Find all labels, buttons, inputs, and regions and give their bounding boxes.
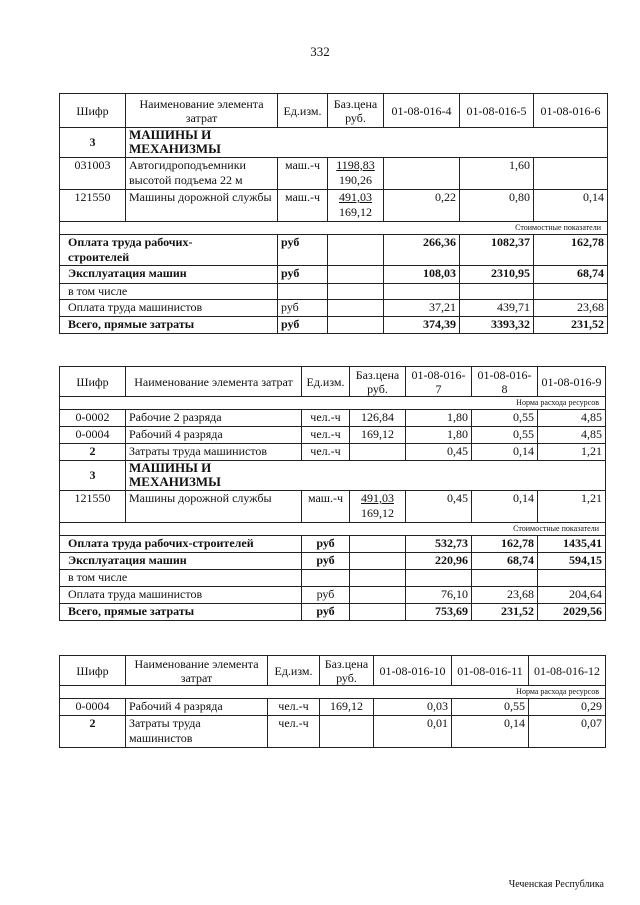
row-code: 0-0004 bbox=[60, 427, 126, 444]
row-code: 0-0004 bbox=[60, 699, 126, 716]
row-value-3: 1,21 bbox=[538, 491, 606, 523]
table-row bbox=[60, 716, 606, 748]
row-value-2: 0,55 bbox=[472, 410, 538, 427]
table-row bbox=[60, 699, 606, 716]
header-col-1: 01-08-016-4 bbox=[384, 94, 460, 128]
header-code: Шифр bbox=[60, 367, 126, 397]
summary-name: Эксплуатация машин bbox=[60, 553, 302, 570]
summary-row bbox=[60, 317, 608, 334]
table-row bbox=[60, 491, 606, 523]
row-value-1: 1,80 bbox=[406, 427, 472, 444]
row-price: 169,12 bbox=[320, 699, 374, 716]
row-price: 1198,83 190,26 bbox=[328, 158, 384, 190]
table-row bbox=[60, 158, 608, 190]
header-price: Баз.цена руб. bbox=[320, 656, 374, 686]
summary-value-1: 266,36 bbox=[384, 235, 460, 266]
summary-value-2: 68,74 bbox=[472, 553, 538, 570]
row-value-1: 0,22 bbox=[384, 190, 460, 222]
header-col-2: 01-08-016-11 bbox=[452, 656, 529, 686]
summary-value-2 bbox=[472, 570, 538, 587]
summary-value-3: 23,68 bbox=[534, 300, 608, 317]
summary-value-2: 23,68 bbox=[472, 587, 538, 604]
summary-name: Всего, прямые затраты bbox=[60, 317, 278, 334]
summary-value-2: 2310,95 bbox=[460, 266, 534, 284]
header-col-3: 01-08-016-6 bbox=[534, 94, 608, 128]
row-value-2: 0,55 bbox=[472, 427, 538, 444]
summary-value-1: 532,73 bbox=[406, 536, 472, 553]
summary-value-1: 108,03 bbox=[384, 266, 460, 284]
row-value-1 bbox=[384, 158, 460, 190]
row-value-2: 0,55 bbox=[452, 699, 529, 716]
cost-table-3 bbox=[59, 655, 606, 748]
summary-row bbox=[60, 235, 608, 266]
summary-value-1: 753,69 bbox=[406, 604, 472, 621]
row-name: Автогидроподъемники высотой подъема 22 м bbox=[126, 158, 278, 190]
summary-value-1 bbox=[384, 284, 460, 300]
row-value-3: 1,21 bbox=[538, 444, 606, 461]
summary-unit: руб bbox=[302, 553, 350, 570]
summary-row bbox=[60, 266, 608, 284]
header-col-1: 01-08-016-10 bbox=[374, 656, 452, 686]
summary-value-2: 162,78 bbox=[472, 536, 538, 553]
summary-value-3: 594,15 bbox=[538, 553, 606, 570]
header-unit: Ед.изм. bbox=[278, 94, 328, 128]
summary-unit: руб bbox=[278, 317, 328, 334]
row-price: 491,03 169,12 bbox=[328, 190, 384, 222]
row-value-3: 0,14 bbox=[534, 190, 608, 222]
row-name: Затраты труда машинистов bbox=[126, 444, 302, 461]
summary-empty bbox=[328, 266, 384, 284]
summary-name: в том числе bbox=[60, 570, 302, 587]
row-unit: чел.-ч bbox=[302, 410, 350, 427]
summary-empty bbox=[350, 587, 406, 604]
section-title: МАШИНЫ И МЕХАНИЗМЫ bbox=[126, 461, 606, 491]
subheader-norm: Норма расхода ресурсов bbox=[60, 686, 606, 699]
summary-unit: руб bbox=[302, 604, 350, 621]
row-value-2: 0,14 bbox=[452, 716, 529, 748]
summary-unit: руб bbox=[278, 266, 328, 284]
page-number: 332 bbox=[310, 44, 330, 59]
header-price: Баз.цена руб. bbox=[350, 367, 406, 397]
row-unit: маш.-ч bbox=[302, 491, 350, 523]
summary-value-1: 76,10 bbox=[406, 587, 472, 604]
summary-empty bbox=[350, 553, 406, 570]
summary-empty bbox=[328, 235, 384, 266]
footer-region: Чеченская Республика bbox=[508, 879, 604, 890]
table-row bbox=[60, 410, 606, 427]
summary-name: Оплата труда рабочих-строителей bbox=[60, 235, 278, 266]
subheader-cost: Стоимостные показатели bbox=[60, 523, 606, 536]
cost-table-1 bbox=[59, 93, 608, 334]
row-value-2: 1,60 bbox=[460, 158, 534, 190]
summary-unit: руб bbox=[278, 235, 328, 266]
header-unit: Ед.изм. bbox=[302, 367, 350, 397]
summary-value-2 bbox=[460, 284, 534, 300]
header-col-2: 01-08-016-8 bbox=[472, 367, 538, 397]
summary-empty bbox=[350, 604, 406, 621]
summary-row bbox=[60, 300, 608, 317]
row-value-1: 0,03 bbox=[374, 699, 452, 716]
summary-value-3: 162,78 bbox=[534, 235, 608, 266]
row-name: Рабочий 4 разряда bbox=[126, 699, 268, 716]
table-row bbox=[60, 190, 608, 222]
row-value-3: 0,29 bbox=[529, 699, 606, 716]
table-row bbox=[60, 444, 606, 461]
summary-empty bbox=[328, 284, 384, 300]
summary-name: Всего, прямые затраты bbox=[60, 604, 302, 621]
row-value-3: 4,85 bbox=[538, 427, 606, 444]
summary-unit: руб bbox=[302, 536, 350, 553]
row-code: 121550 bbox=[60, 491, 126, 523]
summary-row bbox=[60, 587, 606, 604]
summary-value-3 bbox=[534, 284, 608, 300]
row-name: Затраты труда машинистов bbox=[126, 716, 268, 748]
summary-row bbox=[60, 284, 608, 300]
summary-value-1: 220,96 bbox=[406, 553, 472, 570]
summary-row bbox=[60, 604, 606, 621]
summary-value-1 bbox=[406, 570, 472, 587]
summary-unit bbox=[302, 570, 350, 587]
row-code: 121550 bbox=[60, 190, 126, 222]
row-value-1: 0,45 bbox=[406, 491, 472, 523]
header-name: Наименование элемента затрат bbox=[126, 656, 268, 686]
row-price: 126,84 bbox=[350, 410, 406, 427]
row-price bbox=[320, 716, 374, 748]
row-value-1: 0,45 bbox=[406, 444, 472, 461]
summary-unit: руб bbox=[302, 587, 350, 604]
summary-empty bbox=[328, 317, 384, 334]
summary-unit bbox=[278, 284, 328, 300]
summary-value-3: 1435,41 bbox=[538, 536, 606, 553]
row-unit: чел.-ч bbox=[302, 427, 350, 444]
row-value-1: 0,01 bbox=[374, 716, 452, 748]
row-price bbox=[350, 444, 406, 461]
header-price: Баз.цена руб. bbox=[328, 94, 384, 128]
summary-value-3 bbox=[538, 570, 606, 587]
header-unit: Ед.изм. bbox=[268, 656, 320, 686]
row-value-2: 0,14 bbox=[472, 491, 538, 523]
cost-table-2 bbox=[59, 366, 606, 621]
row-name: Рабочий 4 разряда bbox=[126, 427, 302, 444]
row-value-3: 4,85 bbox=[538, 410, 606, 427]
row-name: Машины дорожной службы bbox=[126, 491, 302, 523]
header-code: Шифр bbox=[60, 94, 126, 128]
summary-empty bbox=[350, 570, 406, 587]
row-unit: чел.-ч bbox=[268, 699, 320, 716]
row-name: Машины дорожной службы bbox=[126, 190, 278, 222]
header-code: Шифр bbox=[60, 656, 126, 686]
row-name: Рабочие 2 разряда bbox=[126, 410, 302, 427]
summary-value-3: 2029,56 bbox=[538, 604, 606, 621]
row-code: 2 bbox=[60, 444, 126, 461]
row-unit: маш.-ч bbox=[278, 190, 328, 222]
header-col-3: 01-08-016-12 bbox=[529, 656, 606, 686]
summary-value-2: 231,52 bbox=[472, 604, 538, 621]
section-title: МАШИНЫ И МЕХАНИЗМЫ bbox=[126, 128, 608, 158]
row-unit: чел.-ч bbox=[268, 716, 320, 748]
summary-name: Эксплуатация машин bbox=[60, 266, 278, 284]
header-col-1: 01-08-016-7 bbox=[406, 367, 472, 397]
row-unit: маш.-ч bbox=[278, 158, 328, 190]
summary-value-2: 3393,32 bbox=[460, 317, 534, 334]
summary-name: Оплата труда машинистов bbox=[60, 300, 278, 317]
summary-value-1: 374,39 bbox=[384, 317, 460, 334]
subheader-cost: Стоимостные показатели bbox=[60, 222, 608, 235]
summary-row bbox=[60, 536, 606, 553]
section-number: 3 bbox=[60, 461, 126, 491]
header-col-3: 01-08-016-9 bbox=[538, 367, 606, 397]
row-value-1: 1,80 bbox=[406, 410, 472, 427]
summary-empty bbox=[350, 536, 406, 553]
summary-name: Оплата труда рабочих-строителей bbox=[60, 536, 302, 553]
summary-value-3: 231,52 bbox=[534, 317, 608, 334]
header-name: Наименование элемента затрат bbox=[126, 94, 278, 128]
row-value-3 bbox=[534, 158, 608, 190]
row-unit: чел.-ч bbox=[302, 444, 350, 461]
summary-unit: руб bbox=[278, 300, 328, 317]
table-row bbox=[60, 427, 606, 444]
row-price: 169,12 bbox=[350, 427, 406, 444]
summary-row bbox=[60, 570, 606, 587]
summary-empty bbox=[328, 300, 384, 317]
row-code: 0-0002 bbox=[60, 410, 126, 427]
row-value-2: 0,14 bbox=[472, 444, 538, 461]
row-code: 031003 bbox=[60, 158, 126, 190]
row-value-2: 0,80 bbox=[460, 190, 534, 222]
summary-row bbox=[60, 553, 606, 570]
header-col-2: 01-08-016-5 bbox=[460, 94, 534, 128]
summary-name: в том числе bbox=[60, 284, 278, 300]
section-number: 3 bbox=[60, 128, 126, 158]
summary-value-2: 439,71 bbox=[460, 300, 534, 317]
row-price: 491,03 169,12 bbox=[350, 491, 406, 523]
summary-value-3: 204,64 bbox=[538, 587, 606, 604]
row-value-3: 0,07 bbox=[529, 716, 606, 748]
summary-value-1: 37,21 bbox=[384, 300, 460, 317]
summary-value-3: 68,74 bbox=[534, 266, 608, 284]
header-name: Наименование элемента затрат bbox=[126, 367, 302, 397]
subheader-norm: Норма расхода ресурсов bbox=[60, 397, 606, 410]
row-code: 2 bbox=[60, 716, 126, 748]
summary-value-2: 1082,37 bbox=[460, 235, 534, 266]
summary-name: Оплата труда машинистов bbox=[60, 587, 302, 604]
